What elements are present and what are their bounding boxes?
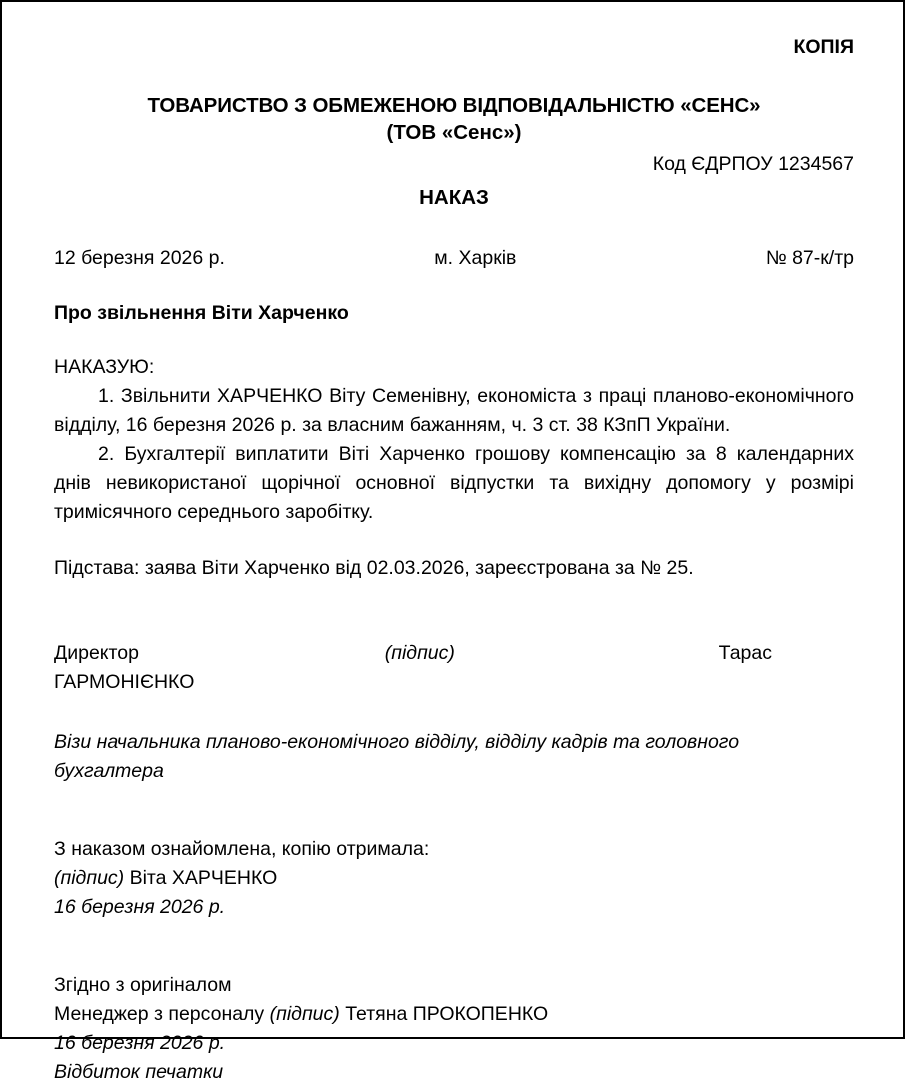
document-date: 12 березня 2026 р. [54, 247, 225, 269]
certification-block [54, 971, 854, 1087]
signature-placeholder: (підпис) [384, 642, 455, 664]
order-clause-2: 2. Бухгалтерії виплатити Віті Харченко грошову компенсацію за 8 календарних днів невикористаної щорічної основної відпустки та вихідну допомогу у розмірі тримісячного середнього заробітку. [54, 443, 854, 523]
signature-block [54, 639, 854, 786]
order-keyword: НАКАЗУЮ: [54, 356, 155, 378]
copy-mark: КОПІЯ [793, 36, 854, 58]
order-clause-1: 1. Звільнити ХАРЧЕНКО Віту Семенівну, економіста з праці планово-економічного відділу, 16 березня 2026 р. за власним бажанням, ч. 3 ст. 38 КЗпП України. [54, 385, 854, 436]
organization-short-name: (ТОВ «Сенс») [386, 121, 522, 144]
acknowledgement-signature-placeholder: (підпис) [54, 867, 125, 889]
signer-surname: ГАРМОНІЄНКО [54, 671, 195, 693]
document-kind-title: НАКАЗ [419, 186, 489, 209]
edrpou-code: Код ЄДРПОУ 1234567 [652, 153, 854, 175]
acknowledgement-signature-line [54, 864, 854, 893]
document-body [54, 353, 854, 583]
document-place: м. Харків [434, 247, 517, 269]
certification-signature-line [54, 1000, 854, 1029]
document-sheet [54, 2, 854, 1087]
stamp-note: Відбиток печатки [54, 1061, 224, 1083]
acknowledgement-intro: З наказом ознайомлена, копію отримала: [54, 838, 430, 860]
document-meta-row [54, 244, 854, 273]
document-subject: Про звільнення Віти Харченко [54, 302, 349, 324]
signature-row [54, 639, 854, 668]
organization-full-name: ТОВАРИСТВО З ОБМЕЖЕНОЮ ВІДПОВІДАЛЬНІСТЮ «СЕНС» [147, 94, 761, 117]
certification-date: 16 березня 2026 р. [54, 1032, 226, 1054]
acknowledgement-date: 16 березня 2026 р. [54, 896, 226, 918]
certification-statement: Згідно з оригіналом [54, 974, 232, 996]
certification-position: Менеджер з персоналу [54, 1003, 265, 1025]
signer-first-name: Тарас [718, 642, 772, 664]
order-basis: Підстава: заява Віти Харченко від 02.03.2026, зареєстрована за № 25. [54, 557, 694, 579]
certification-person-name: Тетяна ПРОКОПЕНКО [345, 1003, 549, 1025]
visas-note: Візи начальника планово-економічного відділу, відділу кадрів та головного бухгалтера [54, 731, 740, 782]
signer-position: Директор [54, 642, 139, 664]
acknowledgement-employee-name-text: Віта ХАРЧЕНКО [129, 867, 278, 889]
certification-signature-placeholder: (підпис) [269, 1003, 340, 1025]
acknowledgement-block [54, 835, 854, 922]
document-number: № 87-к/тр [765, 247, 854, 269]
